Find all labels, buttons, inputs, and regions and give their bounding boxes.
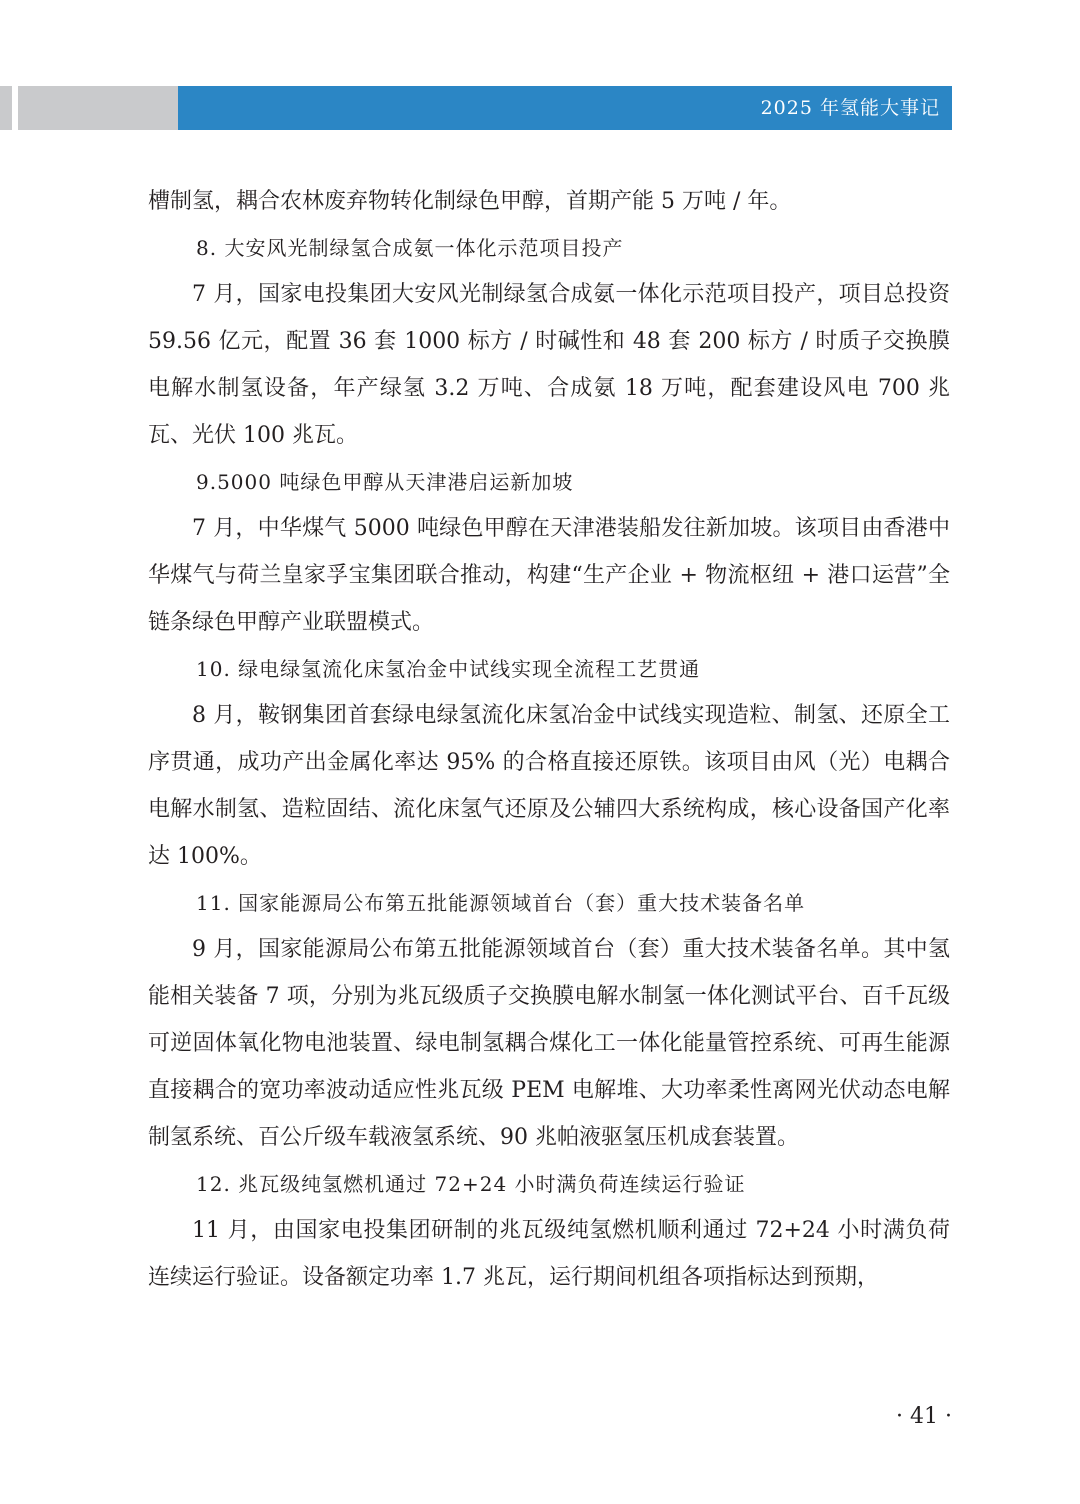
section-paragraph: 7 月，国家电投集团大安风光制绿氢合成氨一体化示范项目投产，项目总投资 59.56 亿元，配置 36 套 1000 标方 / 时碱性和 48 套 200 标方 / 时质子交换膜电解水制氢设备，年产绿氢 3.2 万吨、合成氨 18 万吨，配套建设风电 700 兆瓦、光伏 100 兆瓦。 [148, 282, 950, 448]
header-gray-strip-left [0, 86, 12, 130]
article-body [148, 178, 950, 1301]
section-paragraph: 7 月，中华煤气 5000 吨绿色甲醇在天津港装船发往新加坡。该项目由香港中华煤气与荷兰皇家孚宝集团联合推动，构建“生产企业 + 物流枢纽 + 港口运营”全链条绿色甲醇产业联盟模式。 [148, 516, 950, 635]
intro-paragraph: 槽制氢，耦合农林废弃物转化制绿色甲醇，首期产能 5 万吨 / 年。 [148, 189, 792, 214]
section-heading: 9.5000 吨绿色甲醇从天津港启运新加坡 [196, 470, 574, 494]
section-paragraph: 8 月，鞍钢集团首套绿电绿氢流化床氢冶金中试线实现造粒、制氢、还原全工序贯通，成功产出金属化率达 95% 的合格直接还原铁。该项目由风（光）电耦合电解水制氢、造粒固结、流化床氢气还原及公辅四大系统构成，核心设备国产化率达 100%。 [148, 703, 950, 869]
section-heading: 10. 绿电绿氢流化床氢冶金中试线实现全流程工艺贯通 [196, 657, 701, 681]
page-number: · 41 · [896, 1404, 952, 1429]
section-heading: 8. 大安风光制绿氢合成氨一体化示范项目投产 [196, 236, 624, 260]
header-gray-block [18, 86, 178, 130]
header-bar [178, 86, 952, 130]
section-paragraph: 9 月，国家能源局公布第五批能源领域首台（套）重大技术装备名单。其中氢能相关装备 7 项，分别为兆瓦级质子交换膜电解水制氢一体化测试平台、百千瓦级可逆固体氧化物电池装置、绿电制氢耦合煤化工一体化能量管控系统、可再生能源直接耦合的宽功率波动适应性兆瓦级 PEM 电解堆、大功率柔性离网光伏动态电解制氢系统、百公斤级车载液氢系统、90 兆帕液驱氢压机成套装置。 [148, 937, 950, 1150]
section-heading: 12. 兆瓦级纯氢燃机通过 72+24 小时满负荷连续运行验证 [196, 1172, 746, 1196]
section-paragraph: 11 月，由国家电投集团研制的兆瓦级纯氢燃机顺利通过 72+24 小时满负荷连续运行验证。设备额定功率 1.7 兆瓦，运行期间机组各项指标达到预期， [148, 1218, 950, 1290]
running-header-title: 2025 年氢能大事记 [760, 97, 940, 119]
section-heading: 11. 国家能源局公布第五批能源领域首台（套）重大技术装备名单 [196, 891, 806, 915]
